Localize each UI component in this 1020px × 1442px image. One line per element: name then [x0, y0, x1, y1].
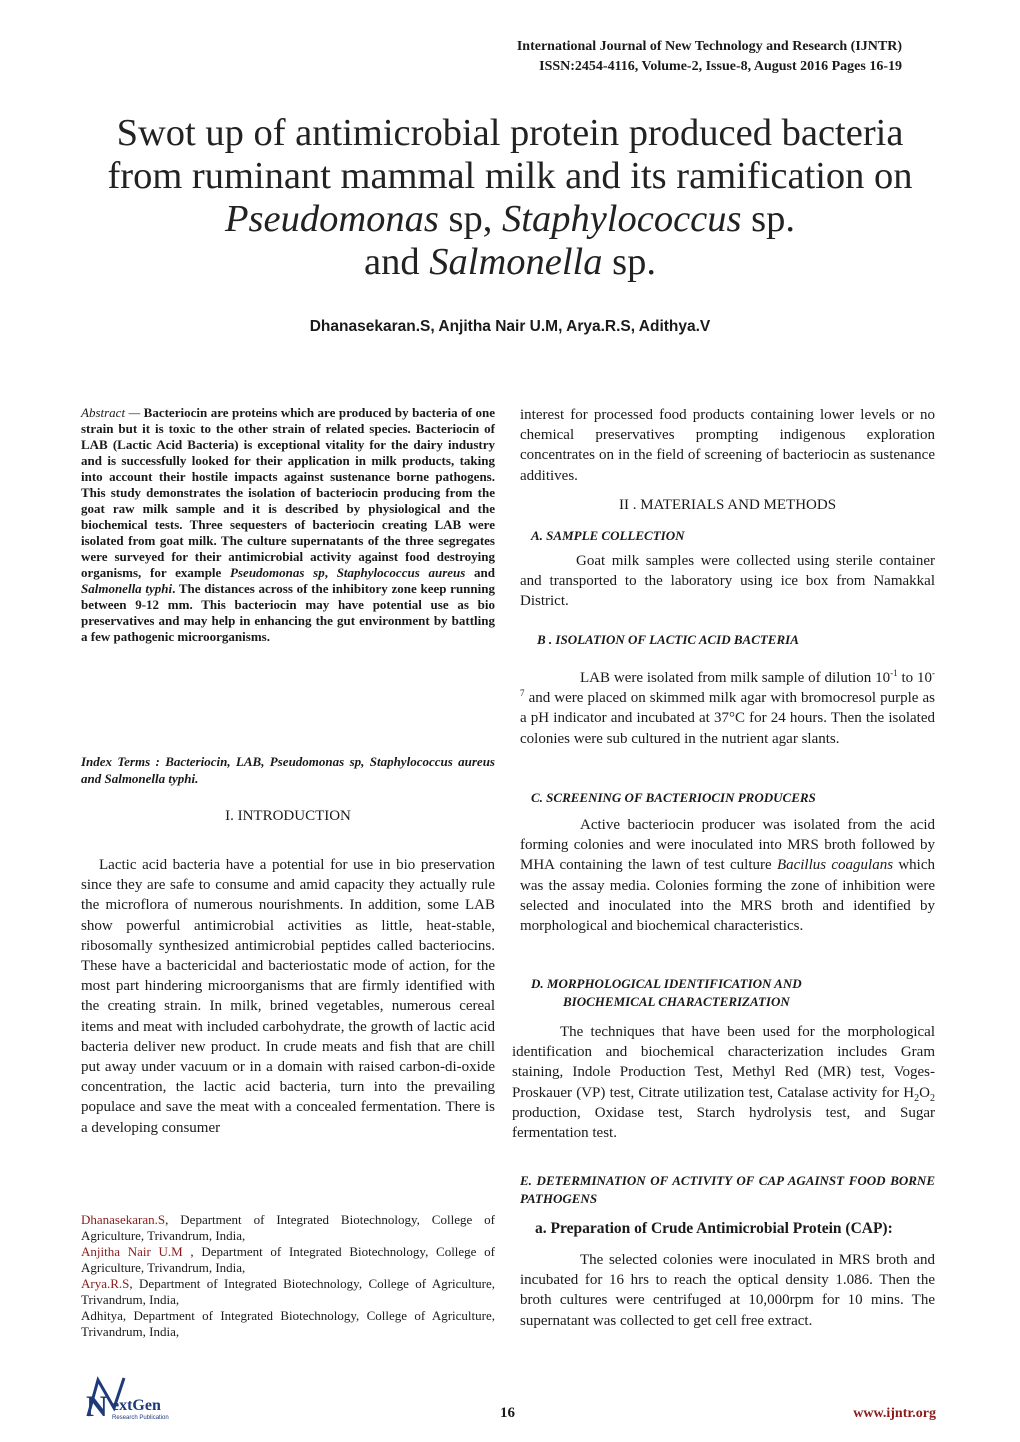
- introduction-text: Lactic acid bacteria have a potential for use in bio preservation since they are safe to consume and amid capacity they actually rule the microflora of numerous nourishments. In addition, some LAB show powerful antimicrobial activities as little, heat-stable, ribosomally synthesized antimicrobial peptides called bacteriocins. These have a bactericidal and bacteriostatic mode of action, for the most part hindering microorganisms that are firmly identified with the creating strain. In milk, brined vegetables, numerous cereal items and meat with included carbohydrate, the growth of lactic acid bacteria deliver new product. In crude meats and fish that are chill put away under vacuum or in a domain with raised carbon-di-oxide concentration, the lactic acid bacteria, turn into the prevailing populace and save the meat with a concealed fermentation. There is a developing consumer: [81, 857, 495, 1136]
- screening-text-part: Active bacteriocin producer was isolated from the acid forming colonies and were inoculated into MRS broth followed by MHA containing the lawn of test culture: [520, 817, 935, 874]
- affiliation-1: [81, 1212, 495, 1244]
- journal-issn: ISSN:2454-4116, Volume-2, Issue-8, August 2016 Pages 16-19: [539, 59, 902, 74]
- sample-collection-text: Goat milk samples were collected using sterile container and transported to the laboratory using ice box from Namakkal District.: [520, 553, 935, 610]
- journal-url[interactable]: www.ijntr.org: [853, 1406, 936, 1421]
- page-number: 16: [500, 1405, 515, 1421]
- affiliation-author: Arya.R.S: [81, 1276, 130, 1291]
- abstract-label: Abstract —: [81, 405, 141, 420]
- affiliation-text: , Department of Integrated Biotechnology, College of Agriculture, Trivandrum, India,: [81, 1244, 495, 1275]
- morphological-text-part: The techniques that have been used for the morphological identification and biochemical characterization includes Gram staining, Indole Production Test, Methyl Red (MR) test, Voges-Proskauer (VP) test, Citrate utilization test, Catalase activity for H: [512, 1024, 935, 1101]
- nextgen-logo: [84, 1372, 184, 1422]
- affiliation-text: , Department of Integrated Biotechnology, College of Agriculture, Trivandrum, India,: [81, 1276, 495, 1307]
- morphological-text-part: O: [919, 1084, 930, 1101]
- isolation-text-part: to 10: [897, 670, 932, 686]
- affiliation-author: Dhanasekaran.S: [81, 1212, 166, 1227]
- morphological-heading: [531, 975, 911, 1011]
- title-species-2: Staphylococcus: [502, 198, 742, 240]
- logo-tagline: Research Publication: [112, 1415, 169, 1421]
- nextgen-logo-mark: [84, 1372, 184, 1422]
- subscript: 2: [914, 1092, 920, 1104]
- morphological-text-part: production, Oxidase test, Starch hydrolysis test, and Sugar fermentation test.: [512, 1104, 935, 1142]
- abstract-text: and: [465, 565, 496, 580]
- abstract-text: Bacteriocin are proteins which are produced by bacteria of one strain but it is toxic to the other strain of related species. Bacteriocin of LAB (Lactic Acid Bacteria) is exceptional vitality for the dairy industry and is successfully looked for their application in milk products, taking into account their hostile impacts against sustenance borne pathogens. This study demonstrates the isolation of bacteriocin producing from the goat raw milk sample and it is described by physiological and the biochemical tests. Three sequesters of bacteriocin creating LAB were isolated from goat milk. The culture supernatants of the three segregates were surveyed for their antimicrobial activity against food destroying organisms, for example: [81, 405, 495, 580]
- logo-wordmark: extGen: [112, 1397, 161, 1414]
- affiliation-2: [81, 1244, 495, 1276]
- screening-species: Bacillus coagulans: [776, 857, 894, 874]
- screening-text: [520, 815, 935, 936]
- determination-heading: E. DETERMINATION OF ACTIVITY OF CAP AGAINST FOOD BORNE PATHOGENS: [520, 1173, 935, 1206]
- title-line-1: Swot up of antimicrobial protein produced bacteria: [116, 112, 904, 154]
- screening-heading: C. SCREENING OF BACTERIOCIN PRODUCERS: [531, 790, 816, 805]
- abstract-text: . The distances across of the inhibitory zone keep running between 9-12 mm. This bacteriocin may have potential use as bio preservatives and may help in enhancing the gut environment by battling a few pathogenic microorganisms.: [81, 581, 495, 644]
- abstract-species: Pseudomonas sp: [230, 565, 325, 580]
- paper-title: [60, 112, 960, 284]
- affiliation-3: [81, 1276, 495, 1308]
- affiliations: [81, 1212, 495, 1340]
- title-species-1: Pseudomonas: [225, 198, 439, 240]
- title-and: and: [364, 241, 430, 283]
- abstract-species: Staphylococcus aureus: [336, 565, 466, 580]
- intro-continuation: interest for processed food products containing lower levels or no chemical preservatives prompting indigenous exploration concentrates on in the field of screening of bacteriocin as sustenance additives.: [520, 407, 935, 484]
- title-line-3: [60, 198, 960, 241]
- morphological-text: [512, 1022, 935, 1143]
- title-connector-1: sp,: [438, 198, 502, 240]
- affiliation-text: Adhitya, Department of Integrated Biotechnology, College of Agriculture, Trivandrum, India,: [81, 1308, 495, 1339]
- isolation-text: [520, 668, 935, 749]
- affiliation-text: , Department of Integrated Biotechnology, College of Agriculture, Trivandrum, India,: [81, 1212, 495, 1243]
- affiliation-author: Anjitha Nair U.M: [81, 1244, 183, 1259]
- isolation-heading: B . ISOLATION OF LACTIC ACID BACTERIA: [537, 632, 799, 647]
- title-connector-2: sp.: [741, 198, 795, 240]
- morphological-heading-line-2: BIOCHEMICAL CHARACTERIZATION: [563, 994, 790, 1009]
- abstract-species: Salmonella typhi: [81, 581, 173, 596]
- abstract: [81, 405, 495, 645]
- isolation-text-part: and were placed on skimmed milk agar with bromocresol purple as a pH indicator and incubated at 37°C for 24 hours. Then the isolated colonies were sub cultured in the nutrient agar slants.: [520, 690, 935, 747]
- subscript: 2: [930, 1092, 935, 1104]
- cap-preparation-heading: a. Preparation of Crude Antimicrobial Protein (CAP):: [535, 1220, 893, 1237]
- screening-text-part: which was the assay media. Colonies forming the zone of inhibition were selected and inoculated into the MRS broth and identified by morphological and biochemical characteristics.: [520, 857, 935, 935]
- dilution-exponent: -1: [890, 668, 898, 678]
- isolation-text-part: LAB were isolated from milk sample of dilution 10: [580, 670, 891, 686]
- authors: Dhanasekaran.S, Anjitha Nair U.M, Arya.R.S, Adithya.V: [309, 318, 711, 335]
- title-line-4: [60, 241, 960, 284]
- title-line-2: from ruminant mammal milk and its ramification on: [107, 155, 913, 197]
- dilution-exponent: -7: [520, 668, 935, 699]
- cap-preparation-text: The selected colonies were inoculated in MRS broth and incubated for 16 hrs to reach the optical density 1.086. Then the broth cultures were centrifuged at 10,000rpm for 10 mins. The supernatant was collected to get cell free extract.: [520, 1252, 935, 1329]
- logo-letter: N: [86, 1390, 108, 1422]
- title-species-3: Salmonella: [429, 241, 603, 283]
- introduction-heading: I. INTRODUCTION: [225, 808, 351, 824]
- abstract-text: ,: [324, 565, 337, 580]
- affiliation-4: [81, 1308, 495, 1340]
- sample-collection-heading: A. SAMPLE COLLECTION: [531, 528, 685, 543]
- methods-heading: II . MATERIALS AND METHODS: [618, 497, 837, 513]
- index-terms: Index Terms : Bacteriocin, LAB, Pseudomonas sp, Staphylococcus aureus and Salmonella typhi.: [81, 754, 495, 786]
- title-end: sp.: [602, 241, 656, 283]
- morphological-heading-line-1: D. MORPHOLOGICAL IDENTIFICATION AND: [531, 976, 802, 991]
- journal-name: International Journal of New Technology and Research (IJNTR): [516, 39, 902, 54]
